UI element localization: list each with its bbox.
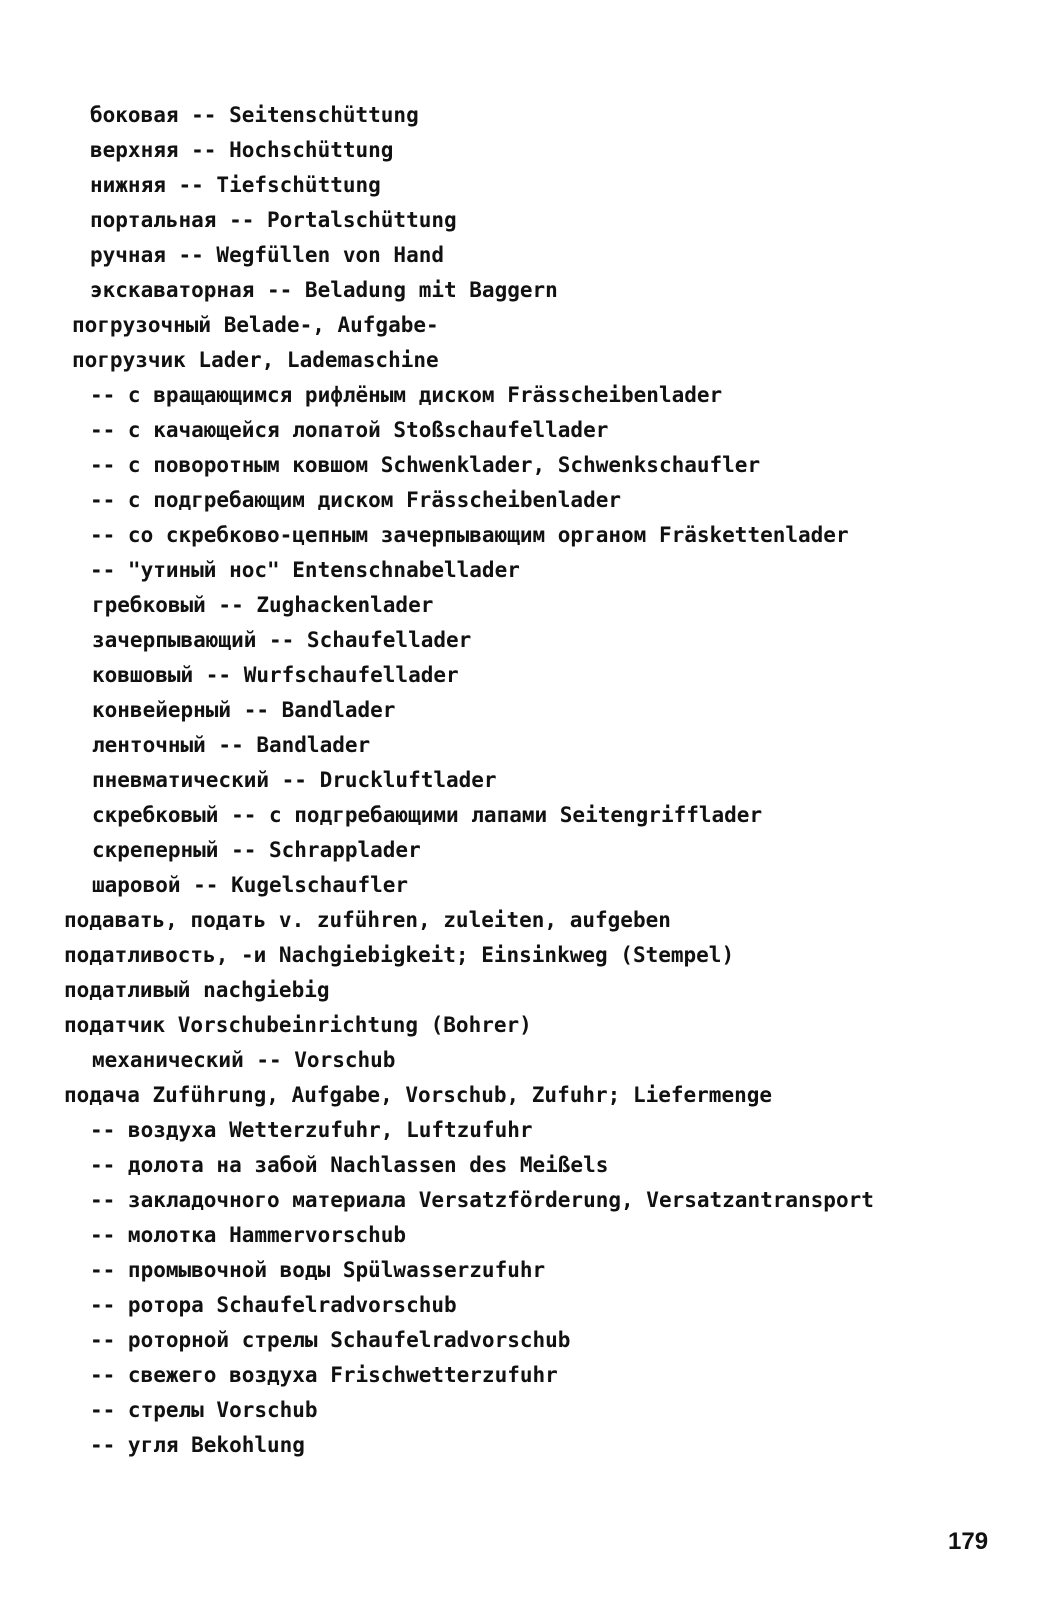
entry-line: -- ротора Schaufelradvorschub [90, 1293, 457, 1317]
entry-line: податливость, -и Nachgiebigkeit; Einsinkweg (Stempel) [64, 943, 735, 967]
entry-line: верхняя -- Hochschüttung [90, 138, 394, 162]
entry-line: податчик Vorschubeinrichtung (Bohrer) [64, 1013, 532, 1037]
entry-line: -- свежего воздуха Frischwetterzufuhr [90, 1363, 558, 1387]
entry-line: -- с качающейся лопатой Stoßschaufellader [90, 418, 609, 442]
entry-line: портальная -- Portalschüttung [90, 208, 457, 232]
entry-line: нижняя -- Tiefschüttung [90, 173, 381, 197]
entry-line: гребковый -- Zughackenlader [92, 593, 434, 617]
entry-line: зачерпывающий -- Schaufellader [92, 628, 472, 652]
entry-line: -- с поворотным ковшом Schwenklader, Schwenkschaufler [90, 453, 761, 477]
entry-line: податливый nachgiebig [64, 978, 330, 1002]
entry-line: -- молотка Hammervorschub [90, 1223, 407, 1247]
entry-line: -- стрелы Vorschub [90, 1398, 318, 1422]
entry-line: подавать, подать v. zuführen, zuleiten, aufgeben [64, 908, 671, 932]
entry-line: -- роторной стрелы Schaufelradvorschub [90, 1328, 571, 1352]
entry-line: погрузочный Belade-, Aufgabe- [72, 313, 439, 337]
entry-line: -- промывочной воды Spülwasserzufuhr [90, 1258, 546, 1282]
entry-line: погрузчик Lader, Lademaschine [72, 348, 439, 372]
entry-line: конвейерный -- Bandlader [92, 698, 396, 722]
entry-line: -- угля Bekohlung [90, 1433, 305, 1457]
entry-line: -- с вращающимся рифлёным диском Frässcheibenlader [90, 383, 723, 407]
entry-line: ручная -- Wegfüllen von Hand [90, 243, 445, 267]
entry-line: -- долота на забой Nachlassen des Meißels [90, 1153, 609, 1177]
entry-line: -- с подгребающим диском Frässcheibenlader [90, 488, 622, 512]
entry-line: -- воздуха Wetterzufuhr, Luftzufuhr [90, 1118, 533, 1142]
entry-line: -- со скребково-цепным зачерпывающим органом Fräskettenlader [90, 523, 849, 547]
entry-line: скреперный -- Schrapplader [92, 838, 421, 862]
page-number: 179 [948, 1528, 989, 1555]
entry-line: боковая -- Seitenschüttung [90, 103, 419, 127]
entry-line: механический -- Vorschub [92, 1048, 396, 1072]
entry-line: шаровой -- Kugelschaufler [92, 873, 409, 897]
entry-line: ковшовый -- Wurfschaufellader [92, 663, 459, 687]
entry-line: скребковый -- с подгребающими лапами Seitengrifflader [92, 803, 763, 827]
entry-line: ленточный -- Bandlader [92, 733, 371, 757]
entry-line: -- закладочного материала Versatzförderung, Versatzantransport [90, 1188, 874, 1212]
entry-list [0, 98, 1058, 1463]
entry-line: экскаваторная -- Beladung mit Baggern [90, 278, 558, 302]
entry-line: -- "утиный нос" Entenschnabellader [90, 558, 520, 582]
entry-line: подача Zuführung, Aufgabe, Vorschub, Zufuhr; Liefermenge [64, 1083, 773, 1107]
entry-line: пневматический -- Druckluftlader [92, 768, 497, 792]
